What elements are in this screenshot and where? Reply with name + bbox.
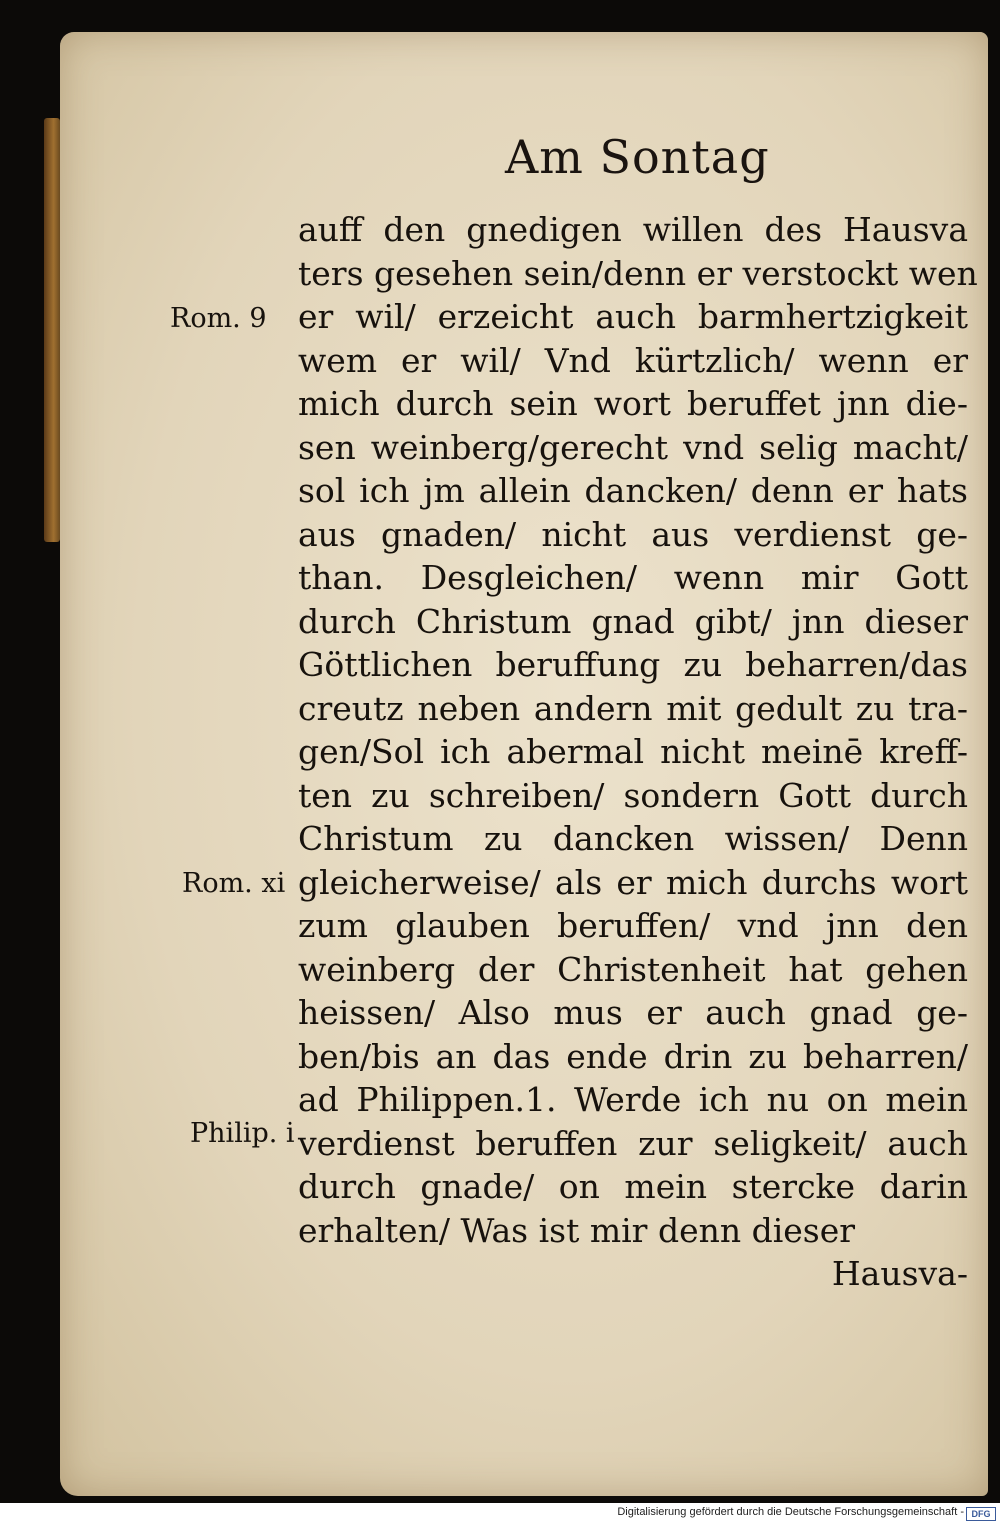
text-line: ters gesehen sein/denn er verstockt wen — [298, 253, 978, 293]
text-line: ten zu schreiben/ sondern Gott durch — [298, 775, 968, 815]
text-line: verdienst beruffen zur seligkeit/ auch — [298, 1123, 968, 1163]
text-line: gleicherweise/ als er mich durchs wort — [298, 862, 968, 902]
body-text — [298, 208, 978, 1296]
text-line: Christum zu dancken wissen/ Denn — [298, 819, 968, 858]
text-line: aus gnaden/ nicht aus verdienst ge- — [298, 514, 968, 554]
text-line: zum glauben beruffen/ vnd jnn den — [298, 906, 968, 945]
text-line: ad Philippen.1. Werde ich nu on mein — [298, 1080, 968, 1119]
text-line: creutz neben andern mit gedult zu tra- — [298, 688, 968, 728]
margin-note-rom11: Rom. xi — [182, 868, 286, 899]
text-line: sol ich jm allein dancken/ denn er hats — [298, 471, 968, 510]
text-line: Göttlichen beruffung zu beharren/das — [298, 645, 968, 684]
text-line: wem er wil/ Vnd kürtzlich/ wenn er — [298, 340, 968, 380]
margin-note-phil1: Philip. i — [190, 1118, 295, 1149]
text-line: mich durch sein wort beruffet jnn die- — [298, 384, 968, 423]
text-line: gen/Sol ich abermal nicht meinē kreff- — [298, 732, 968, 771]
text-line: durch Christum gnad gibt/ jnn dieser — [298, 601, 968, 641]
dfg-logo: DFG — [966, 1507, 996, 1521]
text-line: ben/bis an das ende drin zu beharren/ — [298, 1036, 968, 1076]
catchword: Hausva- — [831, 1254, 968, 1293]
text-line: auff den gnedigen willen des Hausva — [298, 210, 968, 249]
text-line: erhalten/ Was ist mir denn dieser — [298, 1210, 856, 1250]
text-line: than. Desgleichen/ wenn mir Gott — [298, 558, 968, 597]
page-heading: Am Sontag — [505, 130, 770, 184]
margin-note-rom9: Rom. 9 — [170, 303, 267, 334]
footer-credit: Digitalisierung gefördert durch die Deutsche Forschungsgemeinschaft - — [617, 1506, 964, 1518]
text-line: weinberg der Christenheit hat gehen — [298, 949, 968, 989]
text-line: er wil/ erzeicht auch barmhertzigkeit — [298, 297, 968, 336]
text-line: durch gnade/ on mein stercke darin — [298, 1167, 968, 1206]
text-line: heissen/ Also mus er auch gnad ge- — [298, 993, 968, 1032]
text-line: sen weinberg/gerecht vnd selig macht/ — [298, 427, 968, 467]
binding-edge — [44, 118, 60, 542]
